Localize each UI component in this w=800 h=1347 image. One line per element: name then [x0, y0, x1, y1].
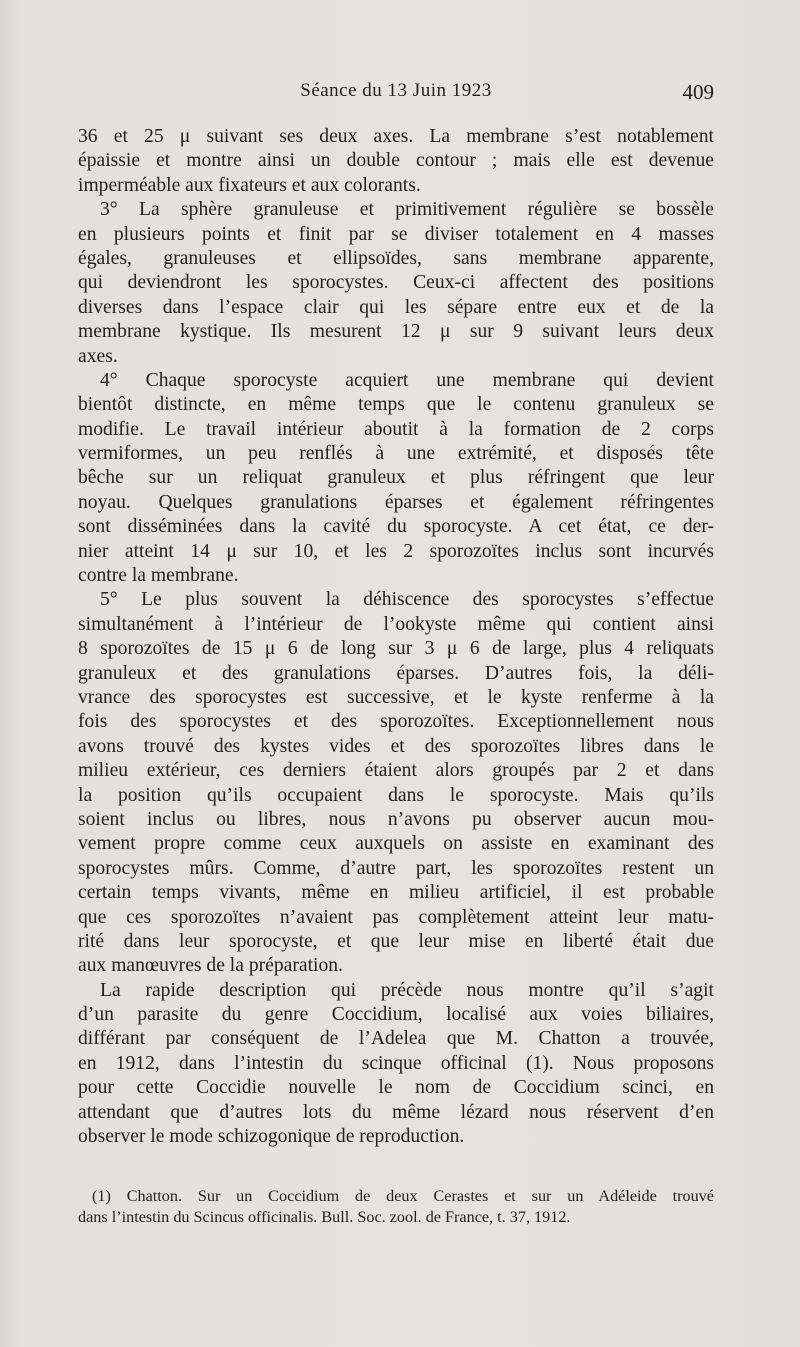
text-line: vrance des sporocystes est successive, et le kyste renferme à la [78, 686, 714, 708]
text-line: 36 et 25 μ suivant ses deux axes. La membrane s’est notablement [78, 126, 714, 147]
text-line: contre la membrane. [78, 565, 239, 587]
footnote-line: dans l’intestin du Scincus officinalis. Bull. Soc. zool. de France, t. 37, 1912. [78, 1208, 571, 1226]
text-line: sont disséminées dans la cavité du sporocyste. A cet état, ce der- [78, 516, 714, 538]
text-line: certain temps vivants, même en milieu artificiel, il est probable [78, 882, 714, 904]
text-line: 8 sporozoïtes de 15 μ 6 de long sur 3 μ 6 de large, plus 4 reliquats [78, 638, 714, 660]
text-line: bientôt distincte, en même temps que le contenu granuleux se [78, 394, 714, 416]
text-line: imperméable aux fixateurs et aux colorants. [78, 174, 421, 196]
text-line: vement propre comme ceux auxquels on assiste en examinant des [78, 833, 714, 855]
footnote-line: (1) Chatton. Sur un Coccidium de deux Cerastes et sur un Adéleide trouvé [92, 1187, 714, 1205]
text-line: attendant que d’autres lots du même lézard nous réservent d’en [78, 1101, 714, 1123]
text-line: en plusieurs points et finit par se diviser totalement en 4 masses [78, 223, 714, 245]
text-line: aux manœuvres de la préparation. [78, 955, 343, 977]
text-line: que ces sporozoïtes n’avaient pas complètement atteint leur matu- [78, 906, 714, 928]
text-line: fois des sporocystes et des sporozoïtes. Exceptionnellement nous [78, 711, 714, 733]
text-line: égales, granuleuses et ellipsoïdes, sans membrane apparente, [78, 247, 714, 269]
text-line: rité dans leur sporocyste, et que leur mise en liberté était due [78, 930, 714, 952]
text-line: granuleux et des granulations éparses. D’autres fois, la déli- [78, 662, 714, 684]
text-line: 3° La sphère granuleuse et primitivement régulière se bossèle [100, 199, 714, 221]
text-line: 4° Chaque sporocyste acquiert une membrane qui devient [100, 369, 714, 391]
text-line: en 1912, dans l’intestin du scinque officinal (1). Nous proposons [78, 1052, 714, 1074]
text-line: observer le mode schizogonique de reproduction. [78, 1126, 465, 1148]
text-line: axes. [78, 345, 118, 367]
text-line: membrane kystique. Ils mesurent 12 μ sur 9 suivant leurs deux [78, 321, 714, 343]
text-line: avons trouvé des kystes vides et des sporozoïtes libres dans le [78, 735, 714, 757]
page-header [78, 80, 714, 110]
text-line: différant par conséquent de l’Adelea que M. Chatton a trouvée, [78, 1028, 714, 1050]
text-line: pour cette Coccidie nouvelle le nom de Coccidium scinci, en [78, 1077, 714, 1099]
text-line: La rapide description qui précède nous montre qu’il s’agit [100, 979, 714, 1001]
text-line: vermiformes, un peu renflés à une extrémité, et disposés tête [78, 443, 714, 465]
text-line: noyau. Quelques granulations éparses et également réfringentes [78, 491, 714, 513]
text-line: sporocystes mûrs. Comme, d’autre part, les sporozoïtes restent un [78, 857, 714, 879]
text-line: nier atteint 14 μ sur 10, et les 2 sporozoïtes inclus sont incurvés [78, 540, 714, 562]
text-line: bêche sur un reliquat granuleux et plus réfringent que leur [78, 467, 714, 489]
body-text [78, 125, 714, 1149]
text-line: d’un parasite du genre Coccidium, localisé aux voies biliaires, [78, 1004, 714, 1026]
footnote [78, 1186, 714, 1228]
running-head: Séance du 13 Juin 1923 [300, 80, 492, 101]
text-line: milieu extérieur, ces derniers étaient alors groupés par 2 et dans [78, 760, 714, 782]
text-line: soient inclus ou libres, nous n’avons pu observer aucun mou- [78, 808, 714, 830]
text-line: simultanément à l’intérieur de l’ookyste même qui contient ainsi [78, 613, 714, 635]
text-line: la position qu’ils occupaient dans le sporocyste. Mais qu’ils [78, 784, 714, 806]
text-line: 5° Le plus souvent la déhiscence des sporocystes s’effectue [100, 589, 714, 611]
page-number: 409 [682, 80, 714, 104]
text-line: qui deviendront les sporocystes. Ceux-ci affectent des positions [78, 272, 714, 294]
text-line: épaissie et montre ainsi un double contour ; mais elle est devenue [78, 150, 714, 172]
text-line: modifie. Le travail intérieur aboutit à la formation de 2 corps [78, 418, 714, 440]
text-line: diverses dans l’espace clair qui les sépare entre eux et de la [78, 296, 714, 318]
